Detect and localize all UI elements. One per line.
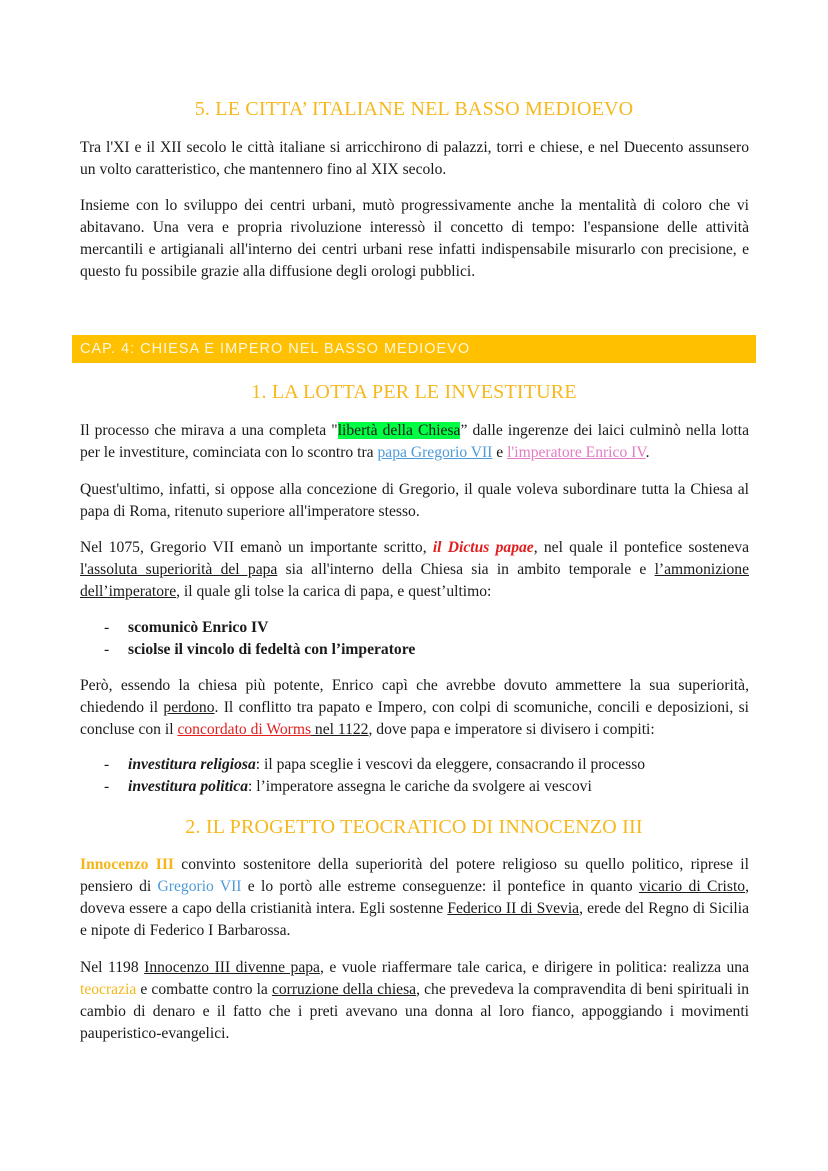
teocrazia: teocrazia [80,981,137,998]
bullet-dash: - [104,778,110,795]
text: Nel 1198 [80,959,145,976]
underlined-ammonizione: l’ammonizione dell’imperatore [80,561,749,600]
link-imperatore-enrico[interactable]: l'imperatore Enrico IV [507,444,646,461]
list-item-text: scomunicò Enrico IV [128,619,269,636]
text: , dove papa e imperatore si divisero i compiti: [368,721,655,738]
section1-paragraph-2: Quest'ultimo, infatti, si oppose alla concezione di Gregorio, il quale voleva subordinare tutta la Chiesa al papa di Roma, ritenuto superiore all'imperatore stesso. [80,481,749,520]
section5-title: 5. LE CITTA’ ITALIANE NEL BASSO MEDIOEVO [194,98,634,120]
text: e lo portò alle estreme conseguenze: il pontefice in quanto [241,878,639,895]
text: sia all'interno della Chiesa sia in ambito temporale e [277,561,655,578]
text: , nel quale il pontefice sosteneva [533,539,749,556]
text: , e vuole riaffermare tale carica, e dirigere in politica: realizza una [319,959,750,976]
text: , doveva essere a capo della cristianità intera. Egli sostenne [80,878,749,917]
bullet-dash: - [104,619,110,636]
section2-title: 2. IL PROGETTO TEOCRATICO DI INNOCENZO III [185,816,643,838]
text: ” dalle ingerenze dei laici culminò nella lotta per le investiture, cominciata con lo scontro tra [80,422,750,461]
highlight-liberta-chiesa: libertà della Chiesa [337,422,461,439]
text: convinto sostenitore della superiorità del potere religioso su quello politico, riprese il pensiero di [80,856,749,895]
concordato-worms: concordato di Worms [177,721,312,738]
text: e [492,444,508,461]
list-item-text: : il papa sceglie i vescovi da eleggere, consacrando il processo [255,756,646,773]
list-item [80,639,749,661]
text: , erede del Regno di Sicilia e nipote di Federico I Barbarossa. [80,900,749,939]
list-item-text: : l’imperatore assegna le cariche da svolgere ai vescovi [248,778,592,795]
text: , il quale gli tolse la carica di papa, e quest’ultimo: [176,583,492,600]
section1-paragraph-1 [80,420,749,464]
section2-paragraph-2 [80,957,749,1045]
text: Nel 1075, Gregorio VII emanò un importante scritto, [80,539,433,556]
section1-paragraph-3 [80,537,749,603]
section1-title: 1. LA LOTTA PER LE INVESTITURE [251,381,577,403]
underlined-corruzione: corruzione della chiesa [271,981,417,998]
list-item-text: sciolse il vincolo di fedeltà con l’imperatore [128,641,416,658]
text: , che prevedeva la compravendita di beni spirituali in cambio di denaro e il fatto che i preti avevano una donna al loro fianco, appoggiando i movimenti pauperistico-evangelici. [80,981,750,1042]
list-item [80,617,749,639]
innocenzo-iii: Innocenzo III [80,856,174,873]
section1-paragraph-4 [80,675,749,741]
list-investiture [80,754,749,798]
list-gregorio-actions [80,617,749,661]
list-item-term: investitura religiosa [128,756,256,773]
list-item [80,776,749,798]
text: . [645,444,650,461]
bullet-dash: - [104,641,110,658]
text: . Il conflitto tra papato e Impero, con colpi di scomuniche, concili e deposizioni, si concluse con il [80,699,749,738]
bullet-dash: - [104,756,110,773]
text: Però, essendo la chiesa più potente, Enrico capì che avrebbe dovuto ammettere la sua superiorità, chiedendo il [80,677,749,716]
underlined-federico: Federico II di Svevia [447,900,580,917]
underlined-superiorita-papa: l'assoluta superiorità del papa [80,561,278,578]
link-papa-gregorio[interactable]: papa Gregorio VII [377,444,493,461]
gregorio-vii: Gregorio VII [157,878,242,895]
chapter-heading-bar: CAP. 4: CHIESA E IMPERO NEL BASSO MEDIOEVO [72,335,756,363]
list-item-term: investitura politica [128,778,248,795]
section5-paragraph-2: Insieme con lo sviluppo dei centri urbani, mutò progressivamente anche la mentalità di coloro che vi abitavano. Una vera e propria rivoluzione interessò il concetto di tempo: l'espansione delle attività mercantili e artigianali all'interno dei centri urbani rese infatti indispensabile misurarlo con precisione, e questo fu possibile grazie alla diffusione degli orologi pubblici. [80,197,749,280]
underlined-innocenzo-papa: Innocenzo III divenne papa [144,959,320,976]
underlined-vicario: vicario di Cristo [638,878,746,895]
list-item [80,754,749,776]
underlined-perdono: perdono [163,699,215,716]
section2-paragraph-1 [80,854,749,942]
section5-paragraph-1: Tra l'XI e il XII secolo le città italiane si arricchirono di palazzi, torri e chiese, e nel Duecento assunsero un volto caratteristico, che mantennero fino al XIX secolo. [80,139,749,178]
text: Il processo che mirava a una completa " [80,422,338,439]
dictus-papae: il Dictus papae [432,539,534,556]
text: e combatte contro la [136,981,272,998]
year-1122: nel 1122 [311,721,369,738]
